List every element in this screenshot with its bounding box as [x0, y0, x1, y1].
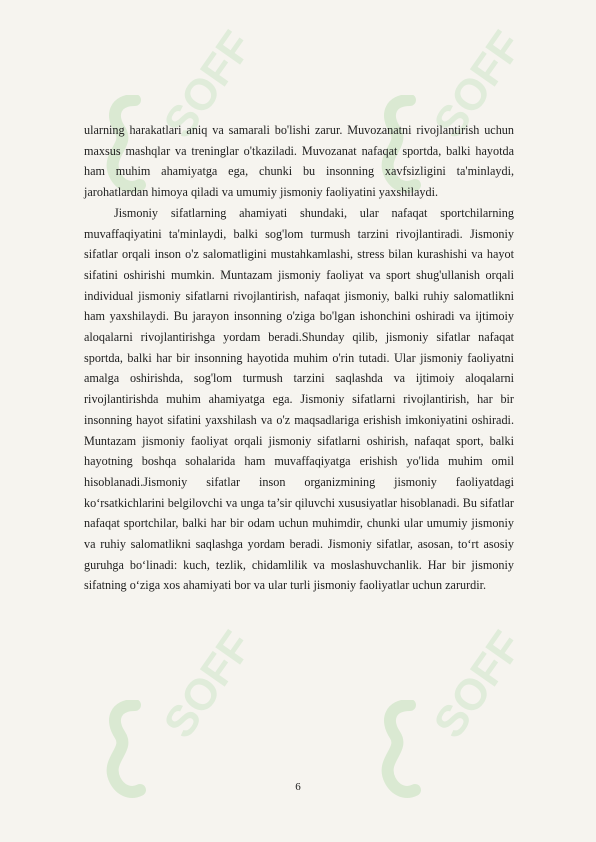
paragraph: Jismoniy sifatlarning ahamiyati shundaki, ular nafaqat sportchilarning muvaffaqiyatini ta'minlaydi, balki sog'lom turmush tarzini rivojlantiradi. Jismoniy sifatlar orqali inson o'z salomatligini mustahkamlashi, stress bilan kurashishi va hayot sifatini oshirishi mumkin. Muntazam jismoniy faoliyat va sport shug'ullanish orqali individual jismoniy sifatlarni rivojlantirish, nafaqat jismoniy, balki ruhiy salomatlikni ham yaxshilaydi. Bu jarayon insonning o'ziga bo'lgan ishonchini oshiradi va ijtimoiy aloqalarni rivojlantirishga yordam beradi.Shunday qilib, jismoniy sifatlar nafaqat sportda, balki har bir insonning hayotida muhim o'rin tutadi. Ular jismoniy faoliyatni amalga oshirishda, sog'lom turmush tarzini saqlashda va ijtimoiy aloqalarni rivojlantirishda muhim ahamiyatga ega. Jismoniy sifatlarni rivojlantirish, har bir insonning hayot sifatini yaxshilash va o'z maqsadlariga erishish imkoniyatini oshiradi. Muntazam jismoniy faoliyat orqali jismoniy sifatlarni oshirish, nafaqat sport, balki hayotning boshqa sohalarida ham muvaffaqiyatga erishish yo'lida muhim omil hisoblanadi.Jismoniy sifatlar inson organizmining jismoniy faoliyatdagi ko‘rsatkichlarini belgilovchi va unga ta’sir qiluvchi xususiyatlar hisoblanadi. Bu sifatlar nafaqat sportchilar, balki har bir odam uchun muhimdir, chunki ular umumiy jismoniy va ruhiy salomatlikni saqlashga yordam beradi. Jismoniy sifatlar, asosan, to‘rt asosiy guruhga bo‘linadi: kuch, tezlik, chidamlilik va moslashuvchanlik. Har bir jismoniy sifatning o‘ziga xos ahamiyati bor va ular turli jismoniy faoliyatlar uchun zarurdir.	[84, 205, 514, 593]
page-number: 6	[295, 781, 301, 793]
document-body	[84, 120, 514, 596]
watermark-logo-icon	[95, 700, 155, 810]
watermark-text: SOFF	[424, 22, 532, 147]
watermark-text: SOFF	[154, 22, 262, 147]
watermark-text: SOFF	[424, 622, 532, 747]
watermark-text: SOFF	[154, 622, 262, 747]
paragraph: ularning harakatlari aniq va samarali bo'lishi zarur. Muvozanatni rivojlantirish uchun maxsus mashqlar va treninglar o'tkaziladi. Muvozanat nafaqat sportda, balki hayotda ham muhim ahamiyatga ega, chunki bu insonning xavfsizligini ta'minlaydi, jarohatlardan himoya qiladi va umumiy jismoniy faoliyatini yaxshilaydi.	[84, 123, 514, 200]
watermark-logo-icon	[370, 700, 430, 810]
